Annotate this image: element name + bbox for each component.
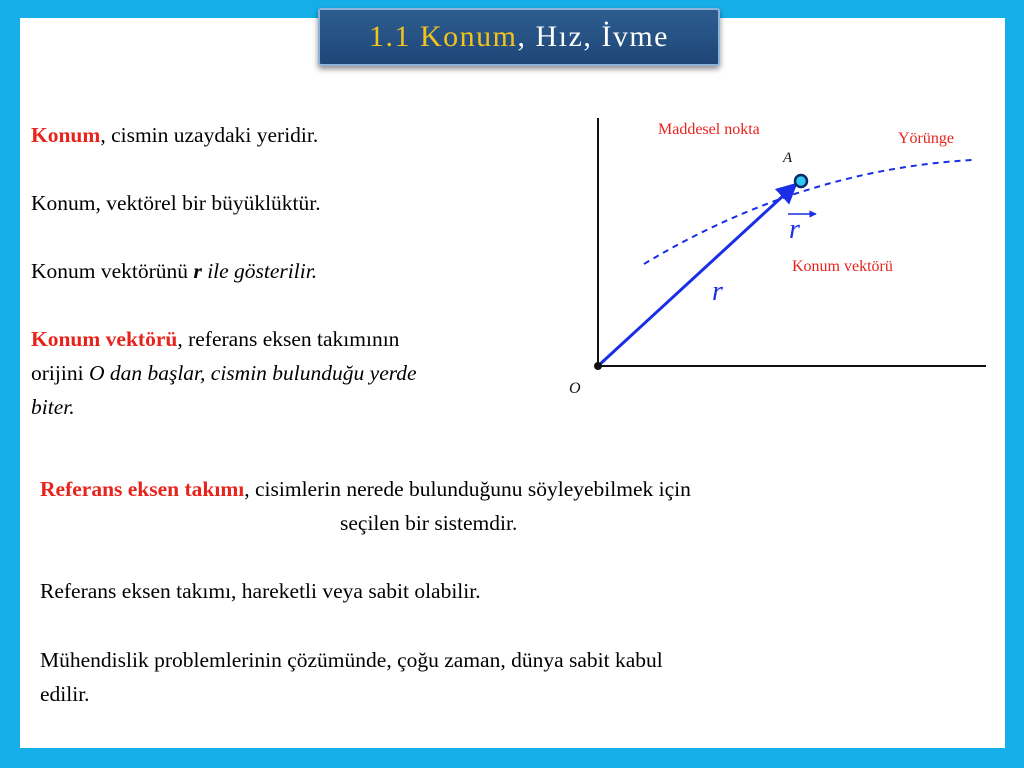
notation-r: r	[193, 259, 202, 283]
label-point-a: A	[783, 150, 793, 166]
label-origin-o: O	[569, 380, 581, 397]
paragraph-position-vector-line3: biter.	[31, 395, 75, 419]
position-vector-text: , referans eksen takımının	[177, 327, 400, 351]
label-konum-vektoru: Konum vektörü	[792, 258, 893, 275]
label-vector-symbol: r	[789, 214, 800, 245]
label-yorunge: Yörünge	[898, 130, 954, 147]
trajectory-path	[644, 160, 972, 264]
notation-pre: Konum vektörünü	[31, 259, 194, 283]
konum-definition-text: , cismin uzaydaki yeridir.	[100, 123, 319, 147]
title-rest: , Hız, İvme	[517, 20, 669, 53]
position-vector-diagram	[560, 110, 1000, 410]
paragraph-position-vector-line2	[31, 356, 417, 390]
term-referans-eksen-takimi: Referans eksen takımı	[40, 477, 245, 501]
label-maddesel-nokta: Maddesel nokta	[658, 121, 760, 138]
paragraph-engineering-line1: Mühendislik problemlerinin çözümünde, çoğu zaman, dünya sabit kabul	[40, 648, 663, 672]
paragraph-position-vector	[31, 322, 399, 356]
origin-point	[594, 362, 602, 370]
notation-post: ile gösterilir.	[201, 259, 318, 283]
title-accent: 1.1 Konum	[369, 20, 518, 53]
paragraph-vectorial: Konum, vektörel bir büyüklüktür.	[31, 191, 321, 215]
term-konum-vektoru: Konum vektörü	[31, 327, 178, 351]
label-vector-r: r	[712, 276, 723, 307]
paragraph-moving-or-fixed: Referans eksen takımı, hareketli veya sabit olabilir.	[40, 579, 481, 603]
position-vector-arrow	[598, 184, 796, 366]
paragraph-konum-definition	[31, 118, 318, 152]
origin-italic: O dan başlar, cismin bulunduğu yerde	[88, 361, 417, 385]
reference-frame-text: , cisimlerin nerede bulunduğunu söyleyebilmek için	[244, 477, 691, 501]
paragraph-engineering-line2: edilir.	[40, 682, 90, 706]
term-konum: Konum	[31, 123, 101, 147]
paragraph-reference-frame	[40, 472, 691, 506]
paragraph-vector-notation	[31, 254, 317, 288]
paragraph-reference-frame-line2: seçilen bir sistemdir.	[340, 511, 518, 535]
slide-title	[318, 8, 720, 66]
origin-pre: orijini	[31, 361, 89, 385]
particle-point	[795, 175, 807, 187]
